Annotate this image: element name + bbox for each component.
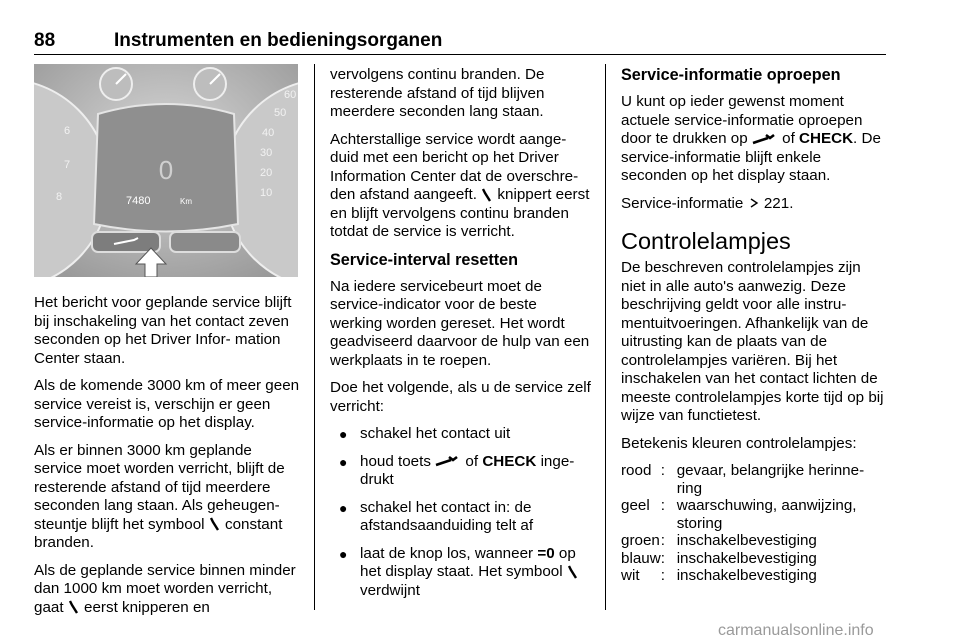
column-2	[330, 66, 592, 609]
wrench-key-icon	[752, 133, 778, 145]
table-cell: geel	[621, 497, 650, 514]
page-number: 88	[34, 30, 56, 51]
list-item: ● schakel het contact uit	[339, 425, 511, 442]
instrument-cluster-figure	[34, 64, 298, 277]
table-cell: blauw	[621, 549, 661, 567]
table-cell: :	[660, 532, 665, 549]
list-item: ● schakel het contact in: de afstandsaanduiding telt af	[339, 498, 534, 534]
paragraph: Als er binnen 3000 km geplande service moet worden verricht, blijft de resterende afstand of tijd meerdere seconden lang staan. Als geheugen- steuntje blijft het symbool constant branden.	[34, 441, 285, 551]
paragraph: De beschreven controlelampjes zijn niet in alle auto's aanwezig. Deze beschrijving geldt voor alle instru- mentuitvoeringen. Afhankelijk van de uitrusting kan de plaats van de controlelampjes variëren. Bij het inschakelen van het contact lichten de meeste controlelampjes korte tijd op bij wijze van functietest.	[621, 259, 884, 424]
column-3	[621, 66, 889, 585]
svg-text:7: 7	[64, 159, 71, 171]
table-row	[621, 462, 889, 497]
table-row	[621, 532, 889, 550]
paragraph: Als de geplande service binnen minder dan 1000 km moet worden verricht, gaat eerst knipperen en	[34, 561, 296, 616]
column-divider	[605, 64, 606, 610]
table-cell: wit	[621, 567, 640, 584]
table-cell: gevaar, belangrijke herinne- ring	[676, 462, 865, 497]
svg-text:8: 8	[56, 191, 63, 203]
svg-text:50: 50	[274, 107, 287, 119]
color-meaning-table	[621, 462, 889, 585]
table-cell: waarschuwing, aanwijzing, storing	[676, 497, 857, 532]
table-cell: :	[660, 497, 665, 514]
section-heading-reset: Service-interval resetten	[330, 250, 519, 269]
paragraph: Achterstallige service wordt aange- duid met een bericht op het Driver Information Center dat de overschre- den afstand aangeeft. knippert eerst en blijft vervolgens continu branden totdat de service is verricht.	[330, 130, 590, 240]
column-divider	[314, 64, 315, 610]
wrench-icon	[567, 565, 579, 579]
watermark: carmanualsonline.info	[718, 622, 874, 639]
table-cell: :	[660, 567, 665, 584]
column-1	[34, 64, 302, 626]
section-heading-lamps: Controlelampjes	[621, 228, 791, 254]
paragraph: U kunt op ieder gewenst moment actuele service-informatie oproepen door te drukken op of CHECK. De service-informatie blijft enkele seconden op het display staan.	[621, 93, 881, 184]
table-row	[621, 550, 889, 568]
svg-text:60: 60	[284, 89, 297, 101]
odometer-readout: 7480	[126, 195, 151, 207]
odometer-unit: Km	[180, 197, 192, 206]
list-item: ● laat de knop los, wanneer =0 op het display staat. Het symbool verdwijnt	[330, 545, 592, 601]
speed-readout: 0	[158, 155, 174, 185]
table-cell: inschakelbevestiging	[676, 549, 817, 567]
wrench-key-icon	[435, 455, 461, 467]
page-header	[34, 30, 886, 55]
instrument-cluster-illustration	[34, 64, 298, 277]
paragraph: Het bericht voor geplande service blijft bij inschakeling van het contact zeven seconden op het Driver Infor- mation Center staan.	[34, 294, 292, 367]
step-list	[330, 425, 592, 600]
table-cell: inschakelbevestiging	[676, 532, 817, 549]
table-cell: rood	[621, 462, 652, 479]
table-cell: inschakelbevestiging	[676, 567, 817, 584]
section-heading-call: Service-informatie oproepen	[621, 66, 841, 84]
paragraph: Na iedere servicebeurt moet de service-indicator voor de beste werking worden gereset. Het wordt geadviseerd daarvoor de hulp van een werkplaats in te roepen.	[330, 277, 590, 369]
svg-text:30: 30	[260, 147, 273, 159]
list-item: ● houd toets of CHECK inge- drukt	[339, 452, 575, 488]
wrench-icon	[209, 517, 221, 531]
paragraph: vervolgens continu branden. De resterende afstand of tijd blijven meerdere seconden lang staan.	[330, 66, 545, 120]
table-cell: :	[660, 549, 665, 567]
wrench-icon	[68, 600, 80, 614]
svg-text:40: 40	[262, 127, 275, 139]
svg-text:10: 10	[260, 187, 273, 199]
table-row	[621, 567, 889, 585]
svg-text:6: 6	[64, 125, 71, 137]
page-reference-icon	[748, 197, 760, 209]
table-cell: groen	[621, 532, 660, 549]
paragraph: Service-informatie 221.	[621, 194, 794, 212]
wrench-icon	[481, 188, 493, 202]
table-row	[621, 497, 889, 532]
page-title: Instrumenten en bedieningsorganen	[114, 30, 443, 51]
paragraph: Doe het volgende, als u de service zelf verricht:	[330, 379, 591, 415]
paragraph: Als de komende 3000 km of meer geen service vereist is, verschijn er geen service-informatie op het display.	[34, 377, 300, 431]
table-cell: :	[660, 462, 665, 479]
paragraph: Betekenis kleuren controlelampjes:	[621, 434, 857, 452]
svg-text:20: 20	[260, 167, 273, 179]
